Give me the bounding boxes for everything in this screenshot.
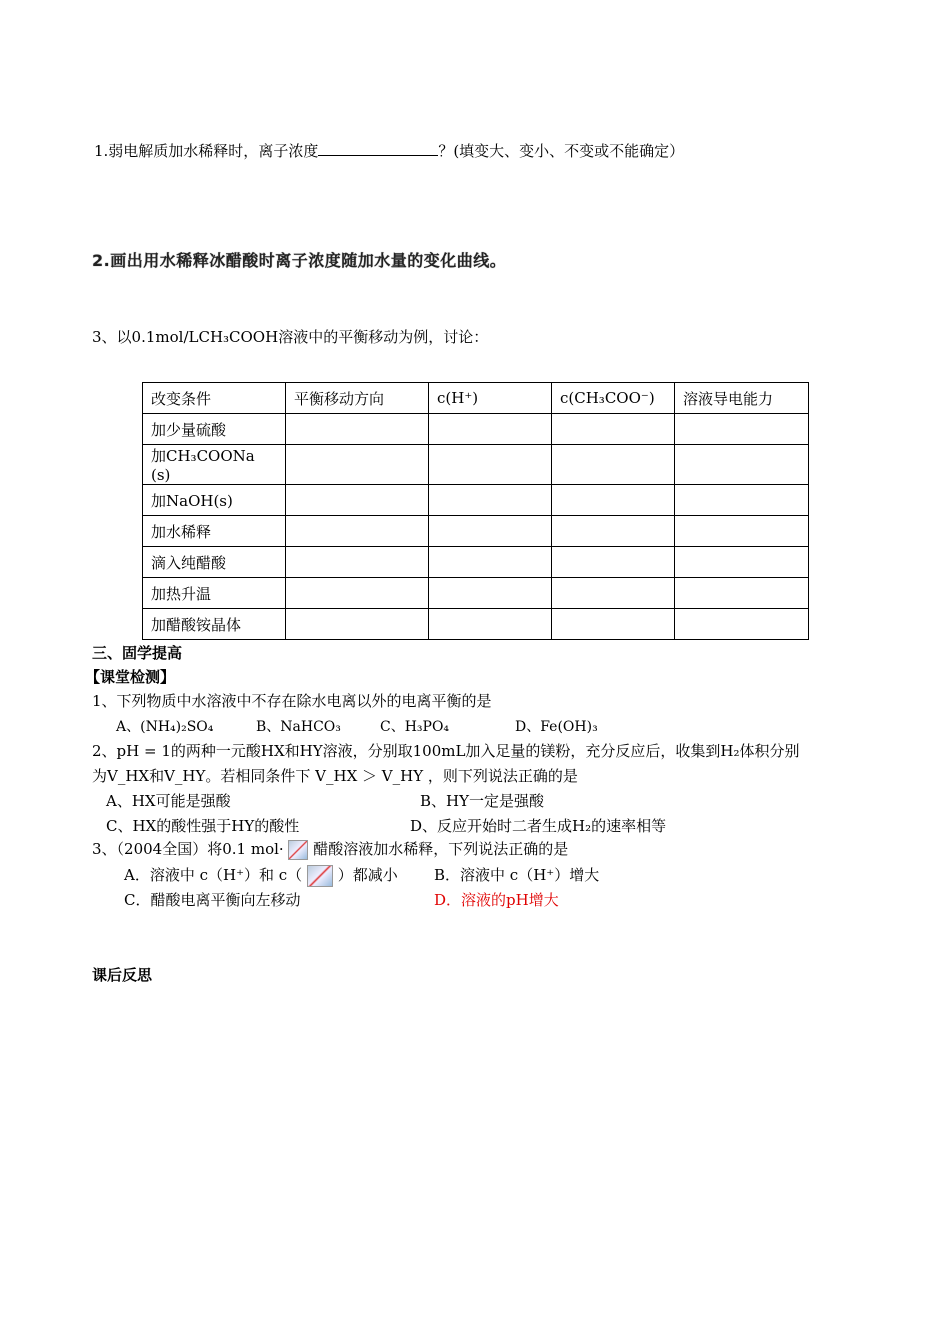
answer-cell[interactable]: [429, 485, 552, 516]
answer-cell[interactable]: [429, 516, 552, 547]
row-label: 滴入纯醋酸: [143, 547, 286, 578]
question-3: 3、以0.1mol/LCH₃COOH溶液中的平衡移动为例，讨论：: [92, 328, 489, 346]
header-cell: c(H⁺): [429, 383, 552, 414]
exercise-3-stem-end: 醋酸溶液加水稀释，下列说法正确的是: [313, 840, 569, 858]
question-1: [94, 140, 684, 161]
exercise-2-stem-line-2: 为V_HX和V_HY。若相同条件下 V_HX ＞ V_HY ，则下列说法正确的是: [92, 767, 578, 785]
answer-cell[interactable]: [675, 609, 809, 640]
answer-cell[interactable]: [429, 445, 552, 485]
answer-cell[interactable]: [552, 414, 675, 445]
table-row: [143, 609, 809, 640]
exercise-3-option-d: D．溶液的pH增大: [434, 891, 559, 909]
question-2: 2.画出用水稀释冰醋酸时离子浓度随加水量的变化曲线。: [92, 251, 507, 270]
answer-cell[interactable]: [286, 547, 429, 578]
answer-cell[interactable]: [286, 516, 429, 547]
broken-image-icon: [307, 865, 333, 887]
answer-cell[interactable]: [429, 578, 552, 609]
exercise-1-stem: 1、下列物质中水溶液中不存在除水电离以外的电离平衡的是: [92, 692, 492, 710]
exercise-1-option-a: A、(NH₄)₂SO₄: [116, 719, 214, 735]
table-row: [143, 485, 809, 516]
answer-cell[interactable]: [286, 578, 429, 609]
exercise-3-option-a-end: ）都减小: [337, 866, 398, 884]
exercise-3-option-a-start: A．溶液中 c（H⁺）和 c（: [124, 866, 303, 884]
broken-image-icon: [288, 840, 308, 860]
section-title: 三、固学提高: [92, 644, 183, 662]
table-header-row: [143, 383, 809, 414]
reflection-title: 课后反思: [92, 966, 153, 984]
exercise-1-option-d: D、Fe(OH)₃: [515, 719, 598, 735]
answer-cell[interactable]: [675, 547, 809, 578]
exercise-3-option-a: [124, 864, 398, 887]
exercise-2-option-a: A、HX可能是强酸: [106, 792, 231, 810]
exercise-3-option-c: C．醋酸电离平衡向左移动: [124, 891, 301, 909]
answer-cell[interactable]: [552, 516, 675, 547]
table-row: [143, 516, 809, 547]
answer-cell[interactable]: [552, 445, 675, 485]
answer-cell[interactable]: [552, 578, 675, 609]
exercise-2-option-c: C、HX的酸性强于HY的酸性: [106, 817, 300, 835]
table-row: [143, 414, 809, 445]
answer-cell[interactable]: [675, 414, 809, 445]
header-cell: 溶液导电能力: [675, 383, 809, 414]
exercise-3-stem-start: 3、（2004全国）将0.1 mol·: [92, 840, 284, 858]
exercise-1-option-c: C、H₃PO₄: [380, 719, 450, 735]
answer-cell[interactable]: [675, 485, 809, 516]
row-label: 加少量硫酸: [143, 414, 286, 445]
exercise-1-option-b: B、NaHCO₃: [256, 719, 341, 735]
row-label: 加水稀释: [143, 516, 286, 547]
question-1-hint: ？(填变大、变小、不变或不能确定）: [438, 142, 685, 160]
question-1-text: 1.弱电解质加水稀释时，离子浓度: [94, 142, 319, 160]
table-row: [143, 445, 809, 485]
answer-cell[interactable]: [429, 547, 552, 578]
answer-cell[interactable]: [429, 609, 552, 640]
header-cell: 改变条件: [143, 383, 286, 414]
answer-cell[interactable]: [286, 485, 429, 516]
header-cell: c(CH₃COO⁻): [552, 383, 675, 414]
row-label: 加NaOH(s): [143, 485, 286, 516]
section-subtitle: 【课堂检测】: [85, 668, 176, 686]
exercise-2-option-b: B、HY一定是强酸: [420, 792, 545, 810]
row-label: 加热升温: [143, 578, 286, 609]
equilibrium-table: [142, 382, 809, 640]
exercise-2-option-d: D、反应开始时二者生成H₂的速率相等: [410, 817, 667, 835]
answer-cell[interactable]: [675, 445, 809, 485]
row-label: 加醋酸铵晶体: [143, 609, 286, 640]
answer-cell[interactable]: [552, 609, 675, 640]
row-label: 加CH₃COONa (s): [143, 445, 286, 485]
exercise-2-stem-line-1: 2、pH = 1的两种一元酸HX和HY溶液，分别取100mL加入足量的镁粉，充分反应后，收集到H₂体积分别: [92, 742, 800, 760]
answer-blank[interactable]: [318, 141, 438, 156]
answer-cell[interactable]: [286, 414, 429, 445]
answer-cell[interactable]: [552, 547, 675, 578]
answer-cell[interactable]: [429, 414, 552, 445]
answer-cell[interactable]: [552, 485, 675, 516]
answer-cell[interactable]: [286, 609, 429, 640]
answer-cell[interactable]: [675, 516, 809, 547]
header-cell: 平衡移动方向: [286, 383, 429, 414]
answer-cell[interactable]: [675, 578, 809, 609]
exercise-3-stem: [92, 838, 568, 860]
table-row: [143, 547, 809, 578]
exercise-3-option-b: B．溶液中 c（H⁺）增大: [434, 866, 600, 884]
answer-cell[interactable]: [286, 445, 429, 485]
table-row: [143, 578, 809, 609]
